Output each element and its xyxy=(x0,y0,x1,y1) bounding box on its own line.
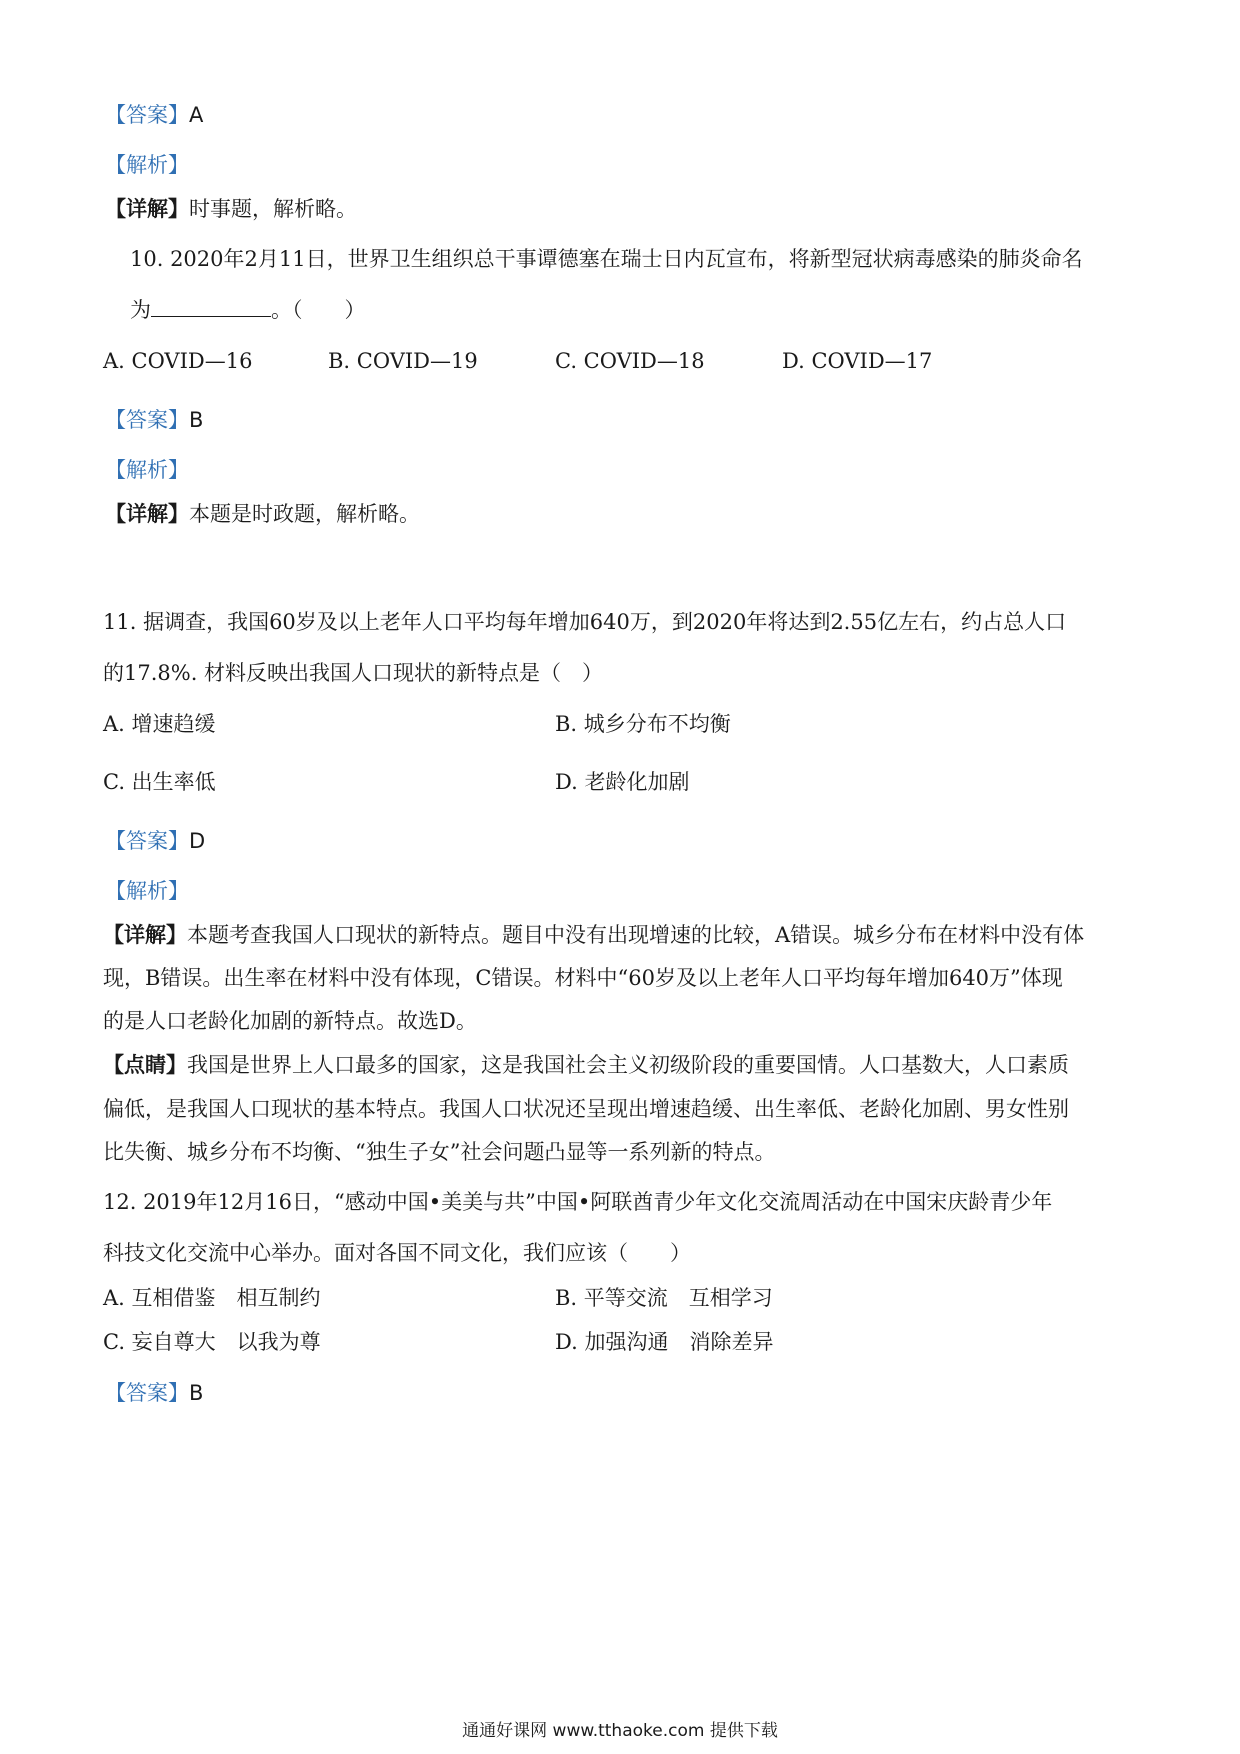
q9-answer-line xyxy=(105,100,203,130)
q11-detail-line3: 的是人口老龄化加剧的新特点。故选D。 xyxy=(103,1009,477,1033)
analysis-tag: 【解析】 xyxy=(105,153,189,177)
q9-detail-line xyxy=(105,194,357,224)
detail-tag: 【详解】 xyxy=(105,196,189,221)
analysis-tag: 【解析】 xyxy=(105,879,189,903)
q11-option-d: D. 老龄化加剧 xyxy=(555,770,690,794)
q10-stem-post: 。（ ） xyxy=(271,298,366,322)
q12-option-b: B. 平等交流 互相学习 xyxy=(555,1286,773,1310)
q10-option-a: A. COVID—16 xyxy=(103,349,253,373)
tip-tag: 【点睛】 xyxy=(103,1052,187,1077)
q9-analysis-line xyxy=(105,150,189,180)
q12-option-d: D. 加强沟通 消除差异 xyxy=(555,1330,774,1354)
q11-option-a: A. 增速趋缓 xyxy=(103,712,216,736)
q10-stem-line2 xyxy=(130,295,366,325)
answer-value: B xyxy=(189,1381,204,1405)
q11-answer-line xyxy=(105,826,205,856)
answer-tag: 【答案】 xyxy=(105,1381,189,1405)
q12-option-a: A. 互相借鉴 相互制约 xyxy=(103,1286,321,1310)
detail-tag: 【详解】 xyxy=(105,501,189,526)
detail-text: 时事题，解析略。 xyxy=(189,197,357,221)
detail-text: 本题考查我国人口现状的新特点。题目中没有出现增速的比较，A错误。城乡分布在材料中没有体 xyxy=(187,923,1085,947)
q11-detail-line2: 现，B错误。出生率在材料中没有体现，C错误。材料中“60岁及以上老年人口平均每年增加640万”体现 xyxy=(103,966,1063,990)
q10-option-b: B. COVID—19 xyxy=(328,349,478,373)
q11-tip-line3: 比失衡、城乡分布不均衡、“独生子女”社会问题凸显等一系列新的特点。 xyxy=(103,1140,776,1164)
q10-analysis-line xyxy=(105,455,189,485)
detail-tag: 【详解】 xyxy=(103,922,187,947)
q11-stem-line2: 的17.8%. 材料反映出我国人口现状的新特点是（ ） xyxy=(103,661,604,685)
answer-value: D xyxy=(189,829,206,853)
q11-tip-line1 xyxy=(103,1050,1069,1080)
q12-option-c: C. 妄自尊大 以我为尊 xyxy=(103,1330,321,1354)
q10-stem-line1: 10. 2020年2月11日，世界卫生组织总干事谭德塞在瑞士日内瓦宣布，将新型冠状病毒感染的肺炎命名 xyxy=(130,247,1083,271)
answer-tag: 【答案】 xyxy=(105,408,189,432)
footer-watermark: 通通好课网 www.tthaoke.com 提供下载 xyxy=(462,1721,778,1741)
q10-detail-line xyxy=(105,499,420,529)
q12-answer-line xyxy=(105,1378,203,1408)
q11-option-b: B. 城乡分布不均衡 xyxy=(555,712,731,736)
q10-stem-pre: 为 xyxy=(130,298,151,322)
q12-stem-line1: 12. 2019年12月16日，“感动中国•美美与共”中国•阿联酋青少年文化交流周活动在中国宋庆龄青少年 xyxy=(103,1190,1053,1214)
q11-tip-line2: 偏低，是我国人口现状的基本特点。我国人口状况还呈现出增速趋缓、出生率低、老龄化加剧、男女性别 xyxy=(103,1097,1069,1121)
tip-text: 我国是世界上人口最多的国家，这是我国社会主义初级阶段的重要国情。人口基数大，人口素质 xyxy=(187,1053,1069,1077)
q10-answer-line xyxy=(105,405,203,435)
answer-tag: 【答案】 xyxy=(105,829,189,853)
answer-tag: 【答案】 xyxy=(105,103,189,127)
q11-option-c: C. 出生率低 xyxy=(103,770,216,794)
answer-value: B xyxy=(189,408,204,432)
q11-analysis-line xyxy=(105,876,189,906)
analysis-tag: 【解析】 xyxy=(105,458,189,482)
q10-option-d: D. COVID—17 xyxy=(782,349,933,373)
q12-stem-line2: 科技文化交流中心举办。面对各国不同文化，我们应该（ ） xyxy=(103,1241,691,1265)
q11-stem-line1: 11. 据调查，我国60岁及以上老年人口平均每年增加640万，到2020年将达到2.55亿左右，约占总人口 xyxy=(103,610,1067,634)
q11-detail-line1 xyxy=(103,920,1084,950)
answer-value: A xyxy=(189,103,204,127)
q10-option-c: C. COVID—18 xyxy=(555,349,705,373)
detail-text: 本题是时政题，解析略。 xyxy=(189,502,420,526)
fill-blank xyxy=(151,296,271,317)
